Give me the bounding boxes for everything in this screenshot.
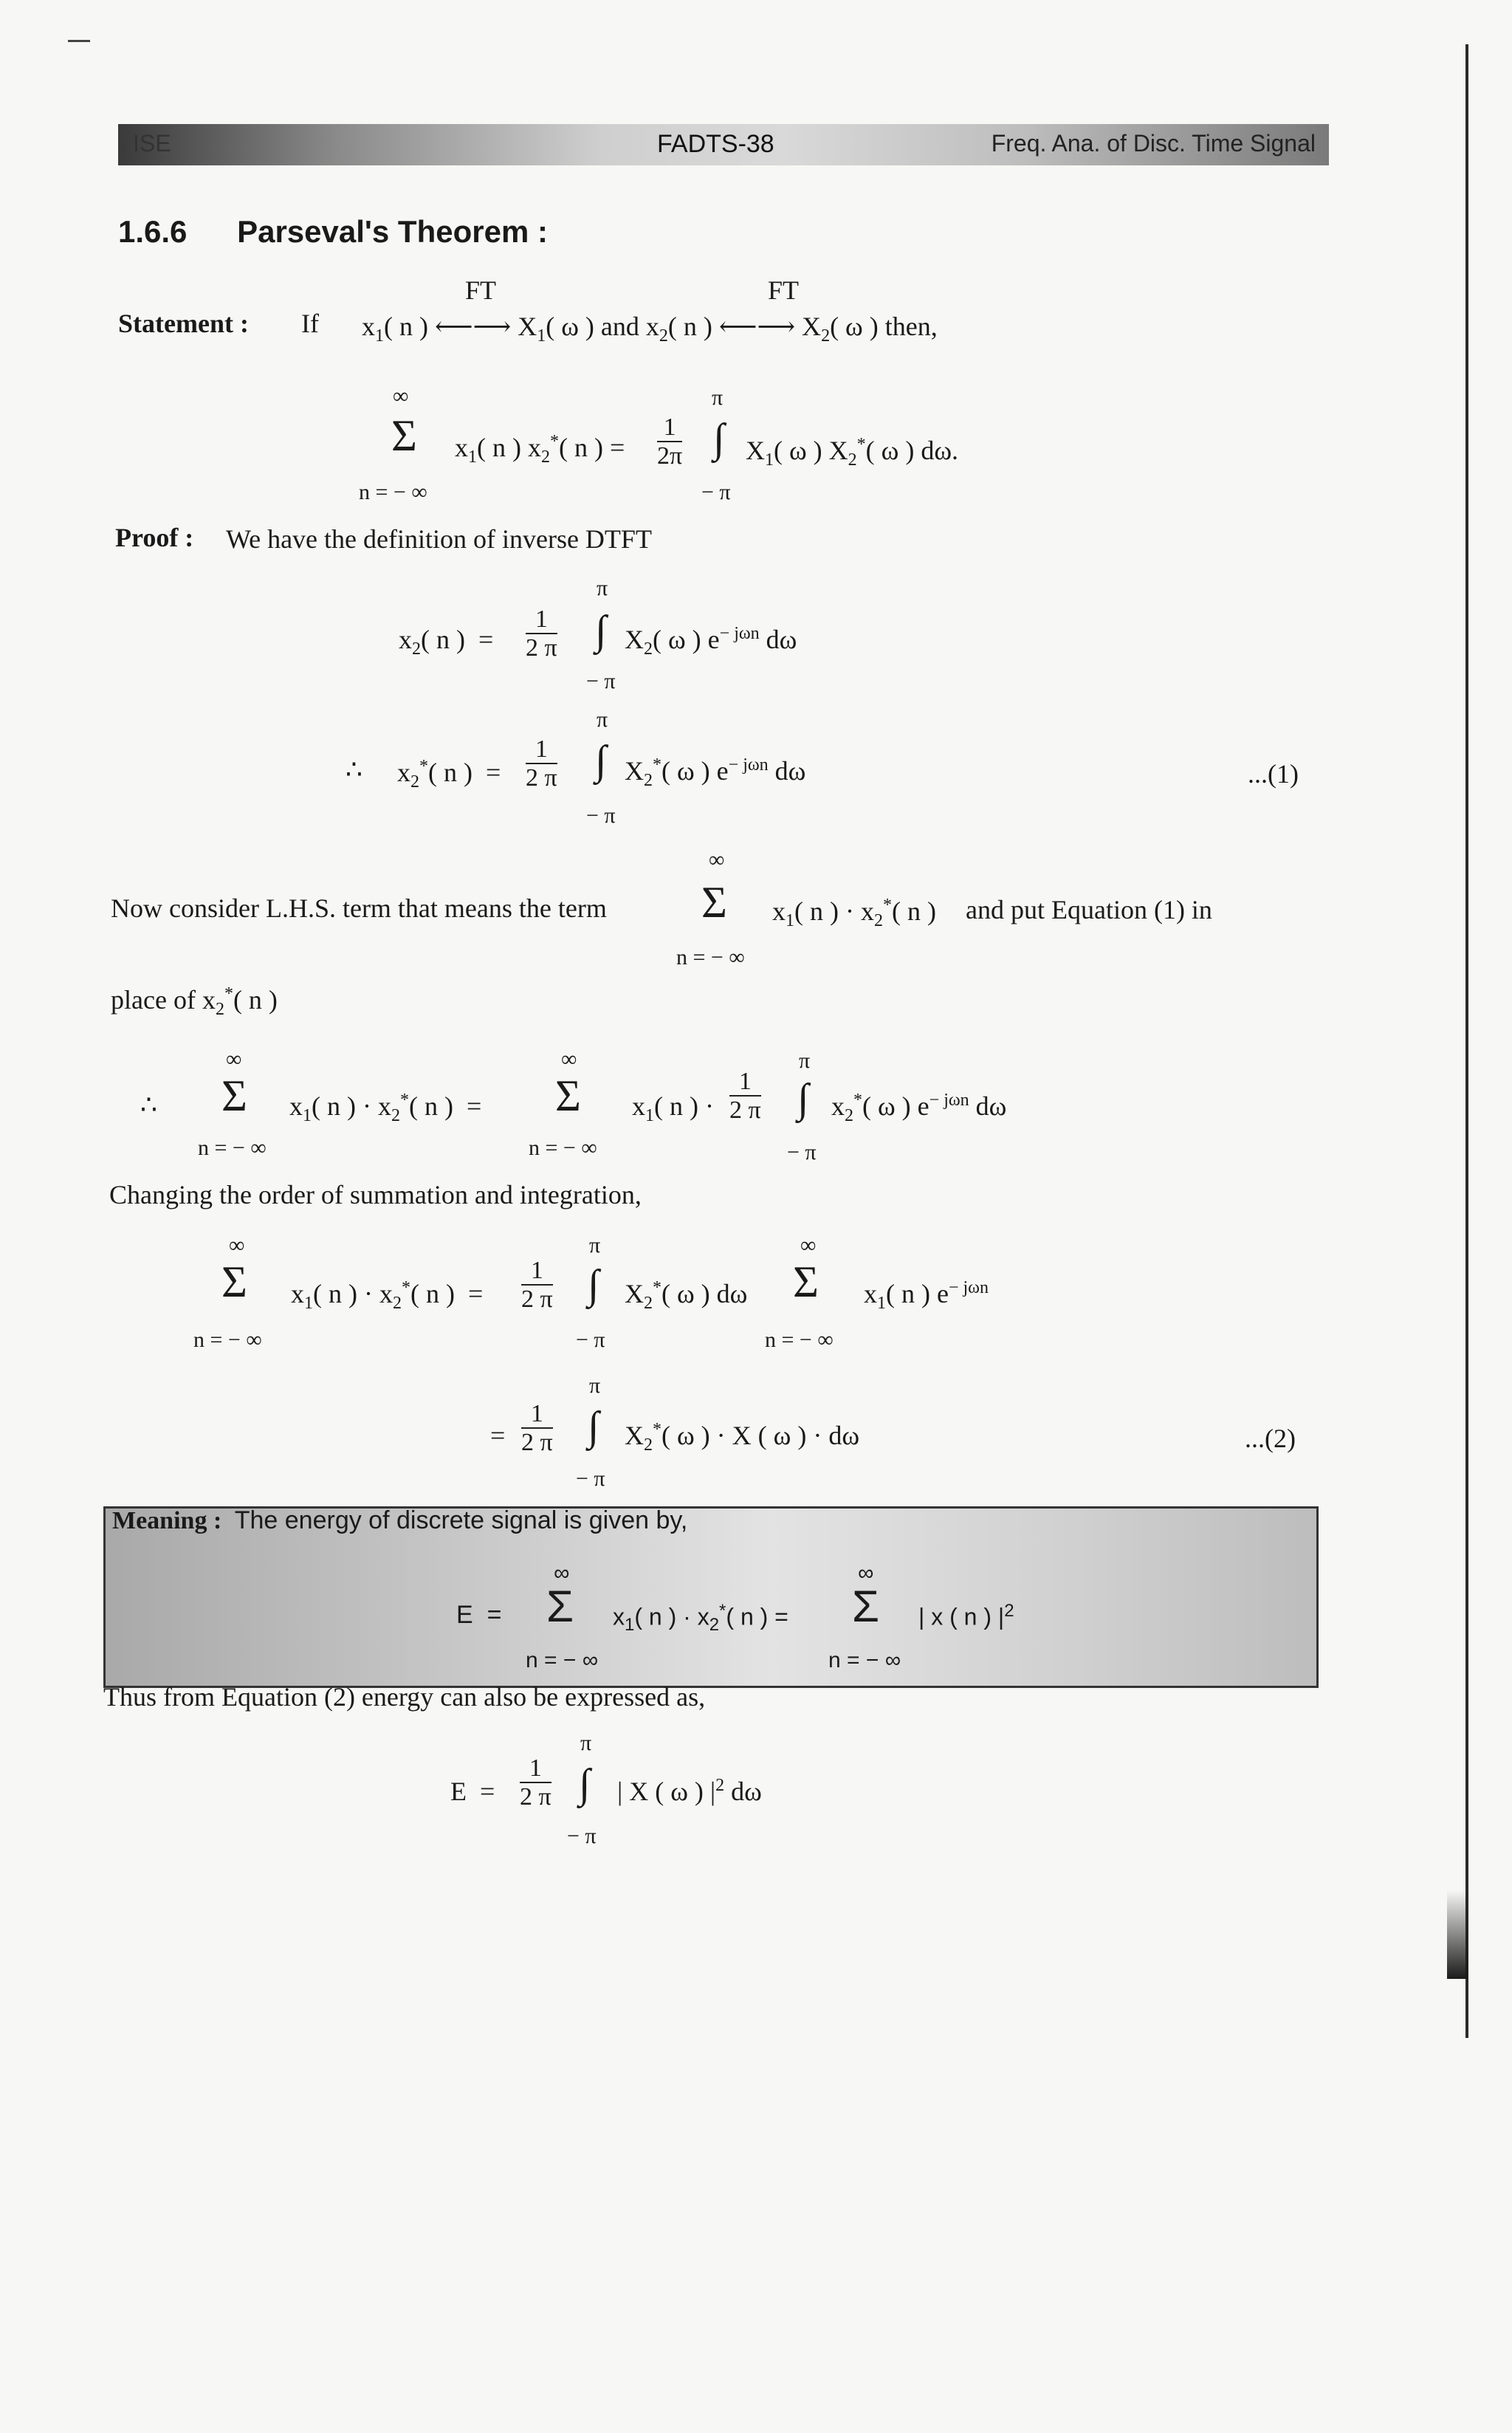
sum-upper-limit: ∞ [229, 1233, 245, 1257]
sum-symbol: Σ [793, 1257, 819, 1306]
section-heading [118, 214, 548, 250]
x2-conj-lhs: $x_2^*$( n ) = [397, 757, 501, 792]
int-upper-limit: π [597, 707, 608, 732]
thus-text: Thus from Equation (2) energy can also be expressed as, [103, 1682, 706, 1712]
final-energy-rhs: | X ( ω ) $|^2$ dω [617, 1776, 762, 1806]
sum-symbol: Σ [221, 1257, 247, 1306]
changed-lhs: $x_1$( n ) · $x_2^*$( n ) = [291, 1278, 484, 1314]
consider-text-b: and put Equation (1) in [966, 895, 1212, 924]
header-chapter: Freq. Ana. of Disc. Time Signal [991, 130, 1316, 157]
int-upper-limit: π [589, 1373, 601, 1398]
sum-lower-limit: n = − ∞ [198, 1136, 267, 1160]
int-upper-limit: π [589, 1233, 601, 1257]
sum-lower-limit: n = − ∞ [676, 945, 745, 970]
int-upper-limit: π [712, 385, 724, 410]
integral-symbol: ∫ [713, 416, 725, 461]
meaning-abs-term: | x ( n ) $|^2$ [918, 1601, 1014, 1630]
sum-upper-limit: ∞ [554, 1561, 570, 1585]
x2-rhs: $X_2$( ω ) $e^{- j\omega n}$ dω [625, 624, 797, 659]
sum-lower-limit: n = − ∞ [765, 1328, 834, 1352]
int-lower-limit: − π [701, 480, 731, 504]
sum-lower-limit: n = − ∞ [359, 480, 427, 504]
proof-label: Proof : [115, 523, 194, 552]
statement-pairs: $x_1$( n ) ⟵⟶ $X_1$( ω ) and $x_2$( n ) ⟵⟶ $X_2$( ω ) then, [362, 312, 938, 346]
section-number: 1.6.6 [118, 214, 188, 249]
sum-symbol: Σ [391, 411, 417, 460]
sum-upper-limit: ∞ [800, 1233, 817, 1257]
x2-lhs: $x_2$( n ) = [399, 625, 494, 659]
fraction-1-over-2pi: $\frac{1}{2 \pi}$ [520, 1754, 551, 1811]
changed-mid: $X_2^*$( ω ) dω [625, 1278, 748, 1314]
proof-text: We have the definition of inverse DTFT [226, 524, 652, 554]
fraction-1-over-2pi: $\frac{1}{2\pi}$ [657, 413, 683, 470]
sum-upper-limit: ∞ [561, 1047, 577, 1071]
running-header [118, 124, 1329, 165]
consider-text: Now consider L.H.S. term that means the term [111, 893, 607, 923]
sum-lower-limit: n = − ∞ [529, 1136, 597, 1160]
sum-symbol: Σ [852, 1582, 880, 1631]
changing-text: Changing the order of summation and integration, [109, 1180, 642, 1209]
integral-symbol: ∫ [588, 1404, 599, 1449]
statement-label: Statement : [118, 309, 249, 338]
page-edge-mark [1447, 1890, 1468, 1979]
x2-conj-rhs: $X_2^*$( ω ) $e^{- j\omega n}$ dω [625, 755, 806, 791]
sum-upper-limit: ∞ [858, 1561, 874, 1585]
parseval-rhs: $X_1$( ω ) $X_2^*$( ω ) dω. [746, 435, 959, 470]
integral-symbol: ∫ [588, 1262, 599, 1308]
int-lower-limit: − π [586, 803, 616, 828]
subst-rhs-b: $x_2^*$( ω ) $e^{- j\omega n}$ dω [831, 1091, 1007, 1126]
equals-sign: = [490, 1421, 506, 1450]
integral-symbol: ∫ [595, 608, 607, 653]
integral-symbol: ∫ [797, 1076, 809, 1122]
meaning-sum-term: $x_1$( n ) · $x_2^*$( n ) = [613, 1601, 788, 1636]
parseval-lhs: $x_1$( n ) $x_2^*$( n ) = [455, 432, 625, 467]
int-upper-limit: π [580, 1731, 592, 1755]
sum-symbol: Σ [221, 1071, 247, 1120]
int-lower-limit: − π [586, 669, 616, 693]
eq2-rhs: $X_2^*$( ω ) · X ( ω ) · dω [625, 1420, 860, 1455]
int-upper-limit: π [597, 576, 608, 600]
sum-symbol: Σ [701, 878, 727, 927]
meaning-line [112, 1508, 687, 1534]
page-edge-rule [1465, 44, 1468, 2038]
meaning-text: The energy of discrete signal is given by, [234, 1506, 688, 1534]
sum-lower-limit: n = − ∞ [526, 1648, 599, 1672]
meaning-label: Meaning : [112, 1507, 222, 1534]
statement-if: If [301, 309, 319, 338]
therefore-symbol: ∴ [346, 755, 362, 784]
sum-symbol: Σ [546, 1582, 574, 1631]
sum-lower-limit: n = − ∞ [828, 1648, 901, 1672]
scan-mark [68, 40, 90, 42]
sum-symbol: Σ [555, 1071, 581, 1120]
fraction-1-over-2pi: $\frac{1}{2 \pi}$ [521, 1257, 553, 1314]
integral-symbol: ∫ [595, 738, 607, 783]
int-lower-limit: − π [787, 1140, 817, 1164]
int-upper-limit: π [799, 1049, 811, 1073]
energy-E-final: E = [450, 1777, 495, 1806]
subst-lhs: $x_1$( n ) · $x_2^*$( n ) = [289, 1091, 482, 1126]
sum-lower-limit: n = − ∞ [193, 1328, 262, 1352]
section-title: Parseval's Theorem : [237, 214, 548, 249]
consider-term: $x_1$( n ) · $x_2^*$( n ) [772, 896, 936, 931]
fraction-1-over-2pi: $\frac{1}{2 \pi}$ [526, 735, 557, 792]
sum-upper-limit: ∞ [226, 1047, 242, 1071]
ft-label-2: FT [768, 275, 800, 305]
header-left: ISE [133, 130, 171, 157]
equation-number-2: ...(2) [1245, 1424, 1296, 1453]
equation-number-1: ...(1) [1248, 759, 1299, 789]
int-lower-limit: − π [576, 1466, 605, 1491]
ft-label-1: FT [465, 275, 497, 305]
subst-rhs-a: $x_1$( n ) · [632, 1091, 714, 1126]
therefore-symbol: ∴ [140, 1090, 157, 1119]
int-lower-limit: − π [576, 1328, 605, 1352]
int-lower-limit: − π [567, 1824, 597, 1848]
fraction-1-over-2pi: $\frac{1}{2 \pi}$ [521, 1400, 553, 1457]
changed-rhs: $x_1$( n ) $e^{- j\omega n}$ [864, 1278, 989, 1314]
sum-upper-limit: ∞ [393, 384, 409, 408]
header-page-code: FADTS-38 [657, 130, 774, 158]
fraction-1-over-2pi: $\frac{1}{2 \pi}$ [526, 605, 557, 662]
fraction-1-over-2pi: $\frac{1}{2 \pi}$ [729, 1068, 761, 1125]
energy-E: E = [456, 1601, 502, 1629]
sum-upper-limit: ∞ [709, 848, 725, 872]
integral-symbol: ∫ [579, 1761, 591, 1807]
place-of-text: place of $x_2^*$( n ) [111, 984, 278, 1020]
